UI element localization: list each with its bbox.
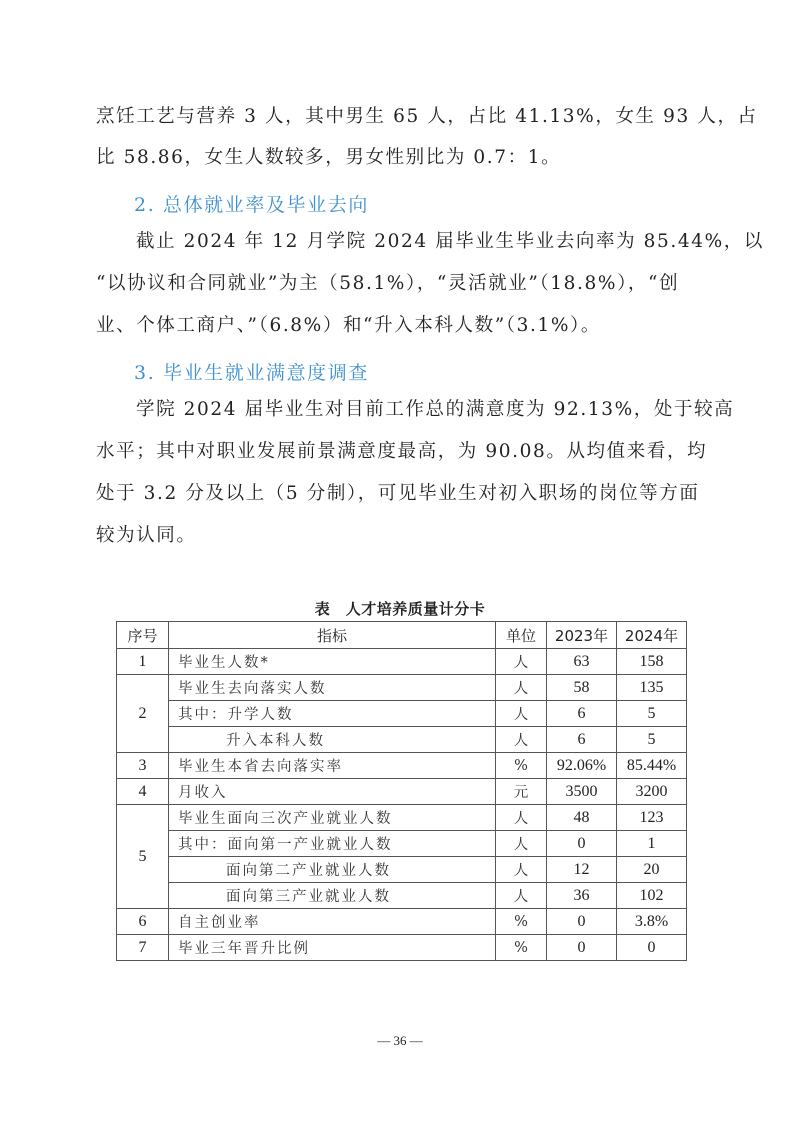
header-indicator: 指标 (169, 622, 496, 649)
text-line: 烹饪工艺与营养 3 人，其中男生 65 人，占比 41.13%，女生 93 人，占 (96, 106, 758, 127)
row-indicator: 其中：升学人数 (169, 701, 496, 727)
text-line: 比 58.86，女生人数较多，男女性别比为 0.7：1。 (96, 147, 562, 168)
header-2024: 2024年 (617, 622, 687, 649)
row-2023: 6 (547, 701, 617, 727)
row-indicator: 月收入 (169, 779, 496, 805)
row-2023: 6 (547, 727, 617, 753)
row-2024: 158 (617, 649, 687, 675)
row-unit: 人 (496, 675, 547, 701)
text-line: 学院 2024 届毕业生对目前工作总的满意度为 92.13%，处于较高 (136, 399, 735, 420)
row-2023: 63 (547, 649, 617, 675)
row-unit: 人 (496, 805, 547, 831)
row-no: 1 (117, 649, 169, 675)
row-indicator: 面向第三产业就业人数 (169, 883, 496, 909)
table-row (117, 857, 687, 883)
row-2024: 85.44% (617, 753, 687, 779)
row-2024: 102 (617, 883, 687, 909)
row-2023: 0 (547, 935, 617, 961)
row-2024: 0 (617, 935, 687, 961)
section-heading-satisfaction: 3. 毕业生就业满意度调查 (134, 362, 369, 384)
row-no: 5 (117, 805, 169, 909)
row-indicator: 毕业生去向落实人数 (169, 675, 496, 701)
table-header-row (117, 622, 687, 649)
row-2023: 12 (547, 857, 617, 883)
table-row (117, 701, 687, 727)
table-row (117, 935, 687, 961)
row-2024: 5 (617, 701, 687, 727)
row-no: 6 (117, 909, 169, 935)
text-line: 业、个体工商户、”（6.8%）和“升入本科人数”（3.1%）。 (96, 315, 601, 336)
row-indicator: 升入本科人数 (169, 727, 496, 753)
row-unit: 人 (496, 831, 547, 857)
row-indicator: 自主创业率 (169, 909, 496, 935)
row-indicator: 毕业生本省去向落实率 (169, 753, 496, 779)
row-2023: 58 (547, 675, 617, 701)
row-no: 3 (117, 753, 169, 779)
row-unit: 人 (496, 649, 547, 675)
row-unit: % (496, 909, 547, 935)
page-number: — 36 — (377, 1033, 423, 1048)
table-row (117, 649, 687, 675)
row-indicator: 面向第二产业就业人数 (169, 857, 496, 883)
row-indicator: 毕业三年晋升比例 (169, 935, 496, 961)
row-2024: 135 (617, 675, 687, 701)
row-no: 2 (117, 675, 169, 753)
talent-quality-scorecard-table (116, 621, 687, 961)
row-2023: 36 (547, 883, 617, 909)
text-line: 水平；其中对职业发展前景满意度最高，为 90.08。从均值来看，均 (96, 441, 708, 462)
row-unit: 人 (496, 883, 547, 909)
row-2024: 3200 (617, 779, 687, 805)
row-no: 7 (117, 935, 169, 961)
row-2023: 3500 (547, 779, 617, 805)
table-row (117, 831, 687, 857)
row-unit: % (496, 935, 547, 961)
header-2023: 2023年 (547, 622, 617, 649)
table-row (117, 883, 687, 909)
row-unit: 元 (496, 779, 547, 805)
header-unit: 单位 (496, 622, 547, 649)
table-title: 表 人才培养质量计分卡 (314, 600, 486, 618)
row-unit: % (496, 753, 547, 779)
row-2024: 5 (617, 727, 687, 753)
row-2023: 92.06% (547, 753, 617, 779)
text-line: 处于 3.2 分及以上（5 分制），可见毕业生对初入职场的岗位等方面 (96, 483, 700, 504)
text-line: 截止 2024 年 12 月学院 2024 届毕业生毕业去向率为 85.44%，以 (136, 231, 765, 252)
section-heading-employment-rate: 2. 总体就业率及毕业去向 (134, 194, 369, 216)
row-2024: 3.8% (617, 909, 687, 935)
row-2023: 0 (547, 831, 617, 857)
text-line: “以协议和合同就业”为主（58.1%），“灵活就业”（18.8%），“创 (96, 273, 680, 294)
row-unit: 人 (496, 701, 547, 727)
table-row (117, 805, 687, 831)
table-row (117, 727, 687, 753)
row-indicator: 毕业生面向三次产业就业人数 (169, 805, 496, 831)
row-no: 4 (117, 779, 169, 805)
table-row (117, 753, 687, 779)
row-2024: 1 (617, 831, 687, 857)
row-2023: 0 (547, 909, 617, 935)
table-row (117, 909, 687, 935)
table-row (117, 779, 687, 805)
row-2024: 123 (617, 805, 687, 831)
table-row (117, 675, 687, 701)
row-2024: 20 (617, 857, 687, 883)
text-line: 较为认同。 (96, 525, 197, 546)
row-2023: 48 (547, 805, 617, 831)
row-unit: 人 (496, 857, 547, 883)
row-indicator: 其中：面向第一产业就业人数 (169, 831, 496, 857)
row-unit: 人 (496, 727, 547, 753)
header-no: 序号 (117, 622, 169, 649)
row-indicator: 毕业生人数* (169, 649, 496, 675)
